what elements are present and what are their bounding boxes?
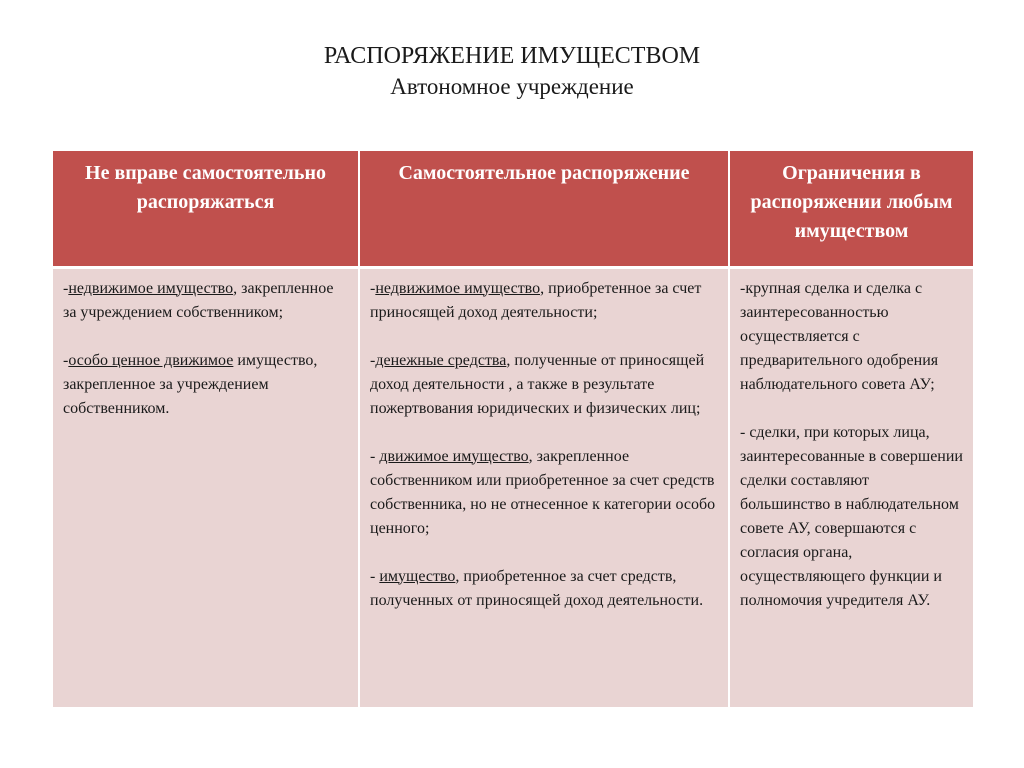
page-subtitle: Автономное учреждение xyxy=(390,74,634,99)
list-item: -недвижимое имущество, закрепленное за учреждением собственником; xyxy=(63,279,334,321)
list-item: -особо ценное движимое имущество, закрепленное за учреждением собственником. xyxy=(63,351,318,417)
list-item: - движимое имущество, закрепленное собственником или приобретенное за счет средств собственника, но не отнесенное к категории особо ценного; xyxy=(370,447,716,537)
list-item: - имущество, приобретенное за счет средств, полученных от приносящей доход деятельности. xyxy=(370,567,704,609)
table-header-row xyxy=(53,151,973,267)
table-body-row xyxy=(53,267,973,707)
title-block xyxy=(0,40,1024,102)
term-underlined: денежные средства xyxy=(375,351,507,369)
term-underlined: особо ценное движимое xyxy=(68,351,234,369)
list-item: - сделки, при которых лица, заинтересованные в совершении сделки составляют большинство в наблюдательном совете АУ, совершаются с согласия органа, осуществляющего функции и полномочия учредителя АУ. xyxy=(740,423,963,609)
list-item: -крупная сделка и сделка с заинтересованностью осуществляется с предварительного одобрения наблюдательного совета АУ; xyxy=(740,279,939,393)
term-underlined: движимое имущество xyxy=(379,447,529,465)
cell-restrictions xyxy=(729,267,973,707)
header-not-entitled: Не вправе самостоятельно распоряжаться xyxy=(53,151,359,267)
list-item: -недвижимое имущество, приобретенное за счет приносящей доход деятельности; xyxy=(370,279,702,321)
term-underlined: недвижимое имущество xyxy=(68,279,234,297)
header-restrictions: Ограничения в распоряжении любым имуществом xyxy=(729,151,973,267)
term-underlined: имущество xyxy=(379,567,456,585)
cell-independent-disposal xyxy=(359,267,729,707)
header-independent-disposal: Самостоятельное распоряжение xyxy=(359,151,729,267)
cell-not-entitled xyxy=(53,267,359,707)
page-title: РАСПОРЯЖЕНИЕ ИМУЩЕСТВОМ xyxy=(323,43,701,69)
property-table xyxy=(53,151,973,707)
term-underlined: недвижимое имущество, xyxy=(375,279,545,297)
list-item: -денежные средства, полученные от приносящей доход деятельности , а также в результате пожертвования юридических и физических лиц; xyxy=(370,351,705,417)
